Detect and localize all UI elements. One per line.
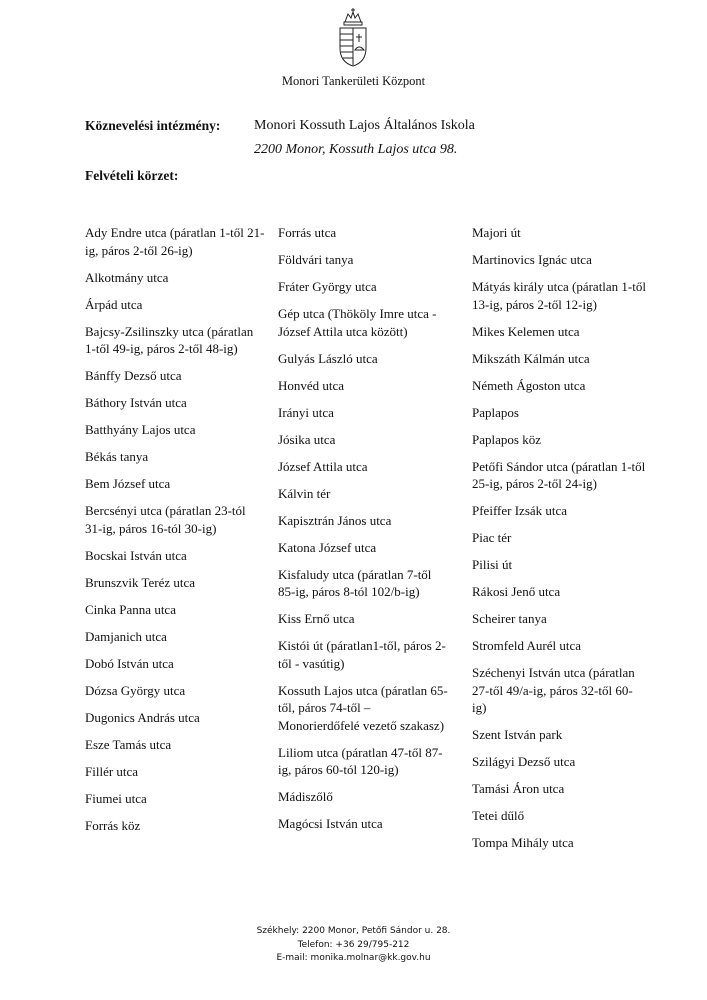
street-item: Németh Ágoston utca [472,377,586,393]
street-item: Fillér utca [85,763,139,779]
street-item: Báthory István utca [85,395,187,410]
street-item: Gép utca (Thököly Imre utca - József Attila utca között) [278,306,437,339]
institution-label: Köznevelési intézmény: [85,118,221,133]
street-item: Kiss Ernő utca [278,611,355,626]
street-item: Tetei dűlő [472,808,525,823]
street-item: Bem József utca [85,476,171,491]
street-item: Dózsa György utca [85,682,186,698]
street-item: Scheirer tanya [472,611,547,626]
street-item: Kistói út (páratlan1-től, páros 2-től - vasútig) [278,638,446,671]
street-item: Pfeiffer Izsák utca [472,503,568,518]
street-item: Forrás köz [85,817,141,833]
street-item: Alkotmány utca [85,269,169,285]
institution-address: 2200 Monor, Kossuth Lajos utca 98. [254,142,458,157]
street-item: Kossuth Lajos utca (páratlan 65-től, páros 74-től – Monorierdőfelé vezető szakasz) [278,682,448,733]
street-item: Gulyás László utca [278,350,378,366]
street-item: Rákosi Jenő utca [472,584,561,599]
street-item: Széchenyi István utca (páratlan 27-től 49/a-ig, páros 32-től 60-ig) [472,665,635,715]
street-item: Mádiszőlő [278,789,333,804]
street-item: Majori út [472,225,521,240]
street-item: Petőfi Sándor utca (páratlan 1-től 25-ig, páros 2-től 24-ig) [472,458,646,491]
street-item: Árpád utca [85,296,143,312]
footer-seat: Székhely: 2200 Monor, Petőfi Sándor u. 28. [256,926,451,936]
footer-phone: Telefon: +36 29/795-212 [297,939,410,950]
street-item: Bercsényi utca (páratlan 23-tól 31-ig, páros 16-tól 30-ig) [85,503,246,536]
street-column-1 [85,224,265,844]
street-item: Mikes Kelemen utca [472,323,580,339]
street-item: Forrás utca [278,225,337,240]
street-item: Fiumei utca [85,790,147,806]
coat-of-arms-icon [335,8,371,68]
street-item: Ady Endre utca (páratlan 1-től 21-ig, páros 2-től 26-ig) [85,225,265,258]
street-item: Jósika utca [278,431,336,447]
street-item: Katona József utca [278,539,377,555]
street-item: Bocskai István utca [85,547,187,563]
street-item: Pilisi út [472,557,513,572]
street-item: Fráter György utca [278,279,377,294]
street-item: Mátyás király utca (páratlan 1-től 13-ig, páros 2-től 12-ig) [472,279,646,312]
street-item: Dugonics András utca [85,709,200,725]
street-item: Magócsi István utca [278,816,383,831]
street-item: Békás tanya [85,449,149,464]
street-item: Batthyány Lajos utca [85,422,196,437]
street-item: Kisfaludy utca (páratlan 7-től 85-ig, páros 8-tól 102/b-ig) [278,566,432,599]
street-item: Szilágyi Dezső utca [472,754,576,769]
street-item: Bánffy Dezső utca [85,368,182,383]
street-item: Esze Tamás utca [85,736,172,752]
street-item: Bajcsy-Zsilinszky utca (páratlan 1-től 49-ig, páros 2-től 48-ig) [85,323,254,356]
street-item: Damjanich utca [85,628,167,644]
street-item: József Attila utca [278,458,368,474]
street-item: Kapisztrán János utca [278,512,392,528]
street-column-2 [278,224,448,842]
street-item: Paplapos [472,404,519,420]
street-item: Cinka Panna utca [85,601,176,617]
institution-name: Monori Kossuth Lajos Általános Iskola [254,118,475,133]
street-item: Liliom utca (páratlan 47-től 87-ig, páros 60-tól 120-ig) [278,744,443,777]
organization-name: Monori Tankerületi Központ [281,74,426,88]
street-item: Kálvin tér [278,485,331,501]
street-item: Tompa Mihály utca [472,835,574,850]
street-item: Irányi utca [278,404,334,420]
footer [0,925,707,966]
street-item: Szent István park [472,727,563,742]
street-item: Földvári tanya [278,252,354,267]
street-column-3 [472,224,647,861]
street-item: Piac tér [472,530,512,545]
district-label: Felvételi körzet: [85,168,179,183]
street-item: Brunszvik Teréz utca [85,574,196,590]
street-item: Martinovics Ignác utca [472,252,592,267]
street-item: Honvéd utca [278,377,345,393]
street-item: Dobó István utca [85,655,174,671]
street-item: Mikszáth Kálmán utca [472,350,590,366]
street-item: Stromfeld Aurél utca [472,638,582,653]
footer-email: E-mail: monika.molnar@kk.gov.hu [276,953,431,963]
street-item: Paplapos köz [472,431,541,447]
street-item: Tamási Áron utca [472,781,565,796]
